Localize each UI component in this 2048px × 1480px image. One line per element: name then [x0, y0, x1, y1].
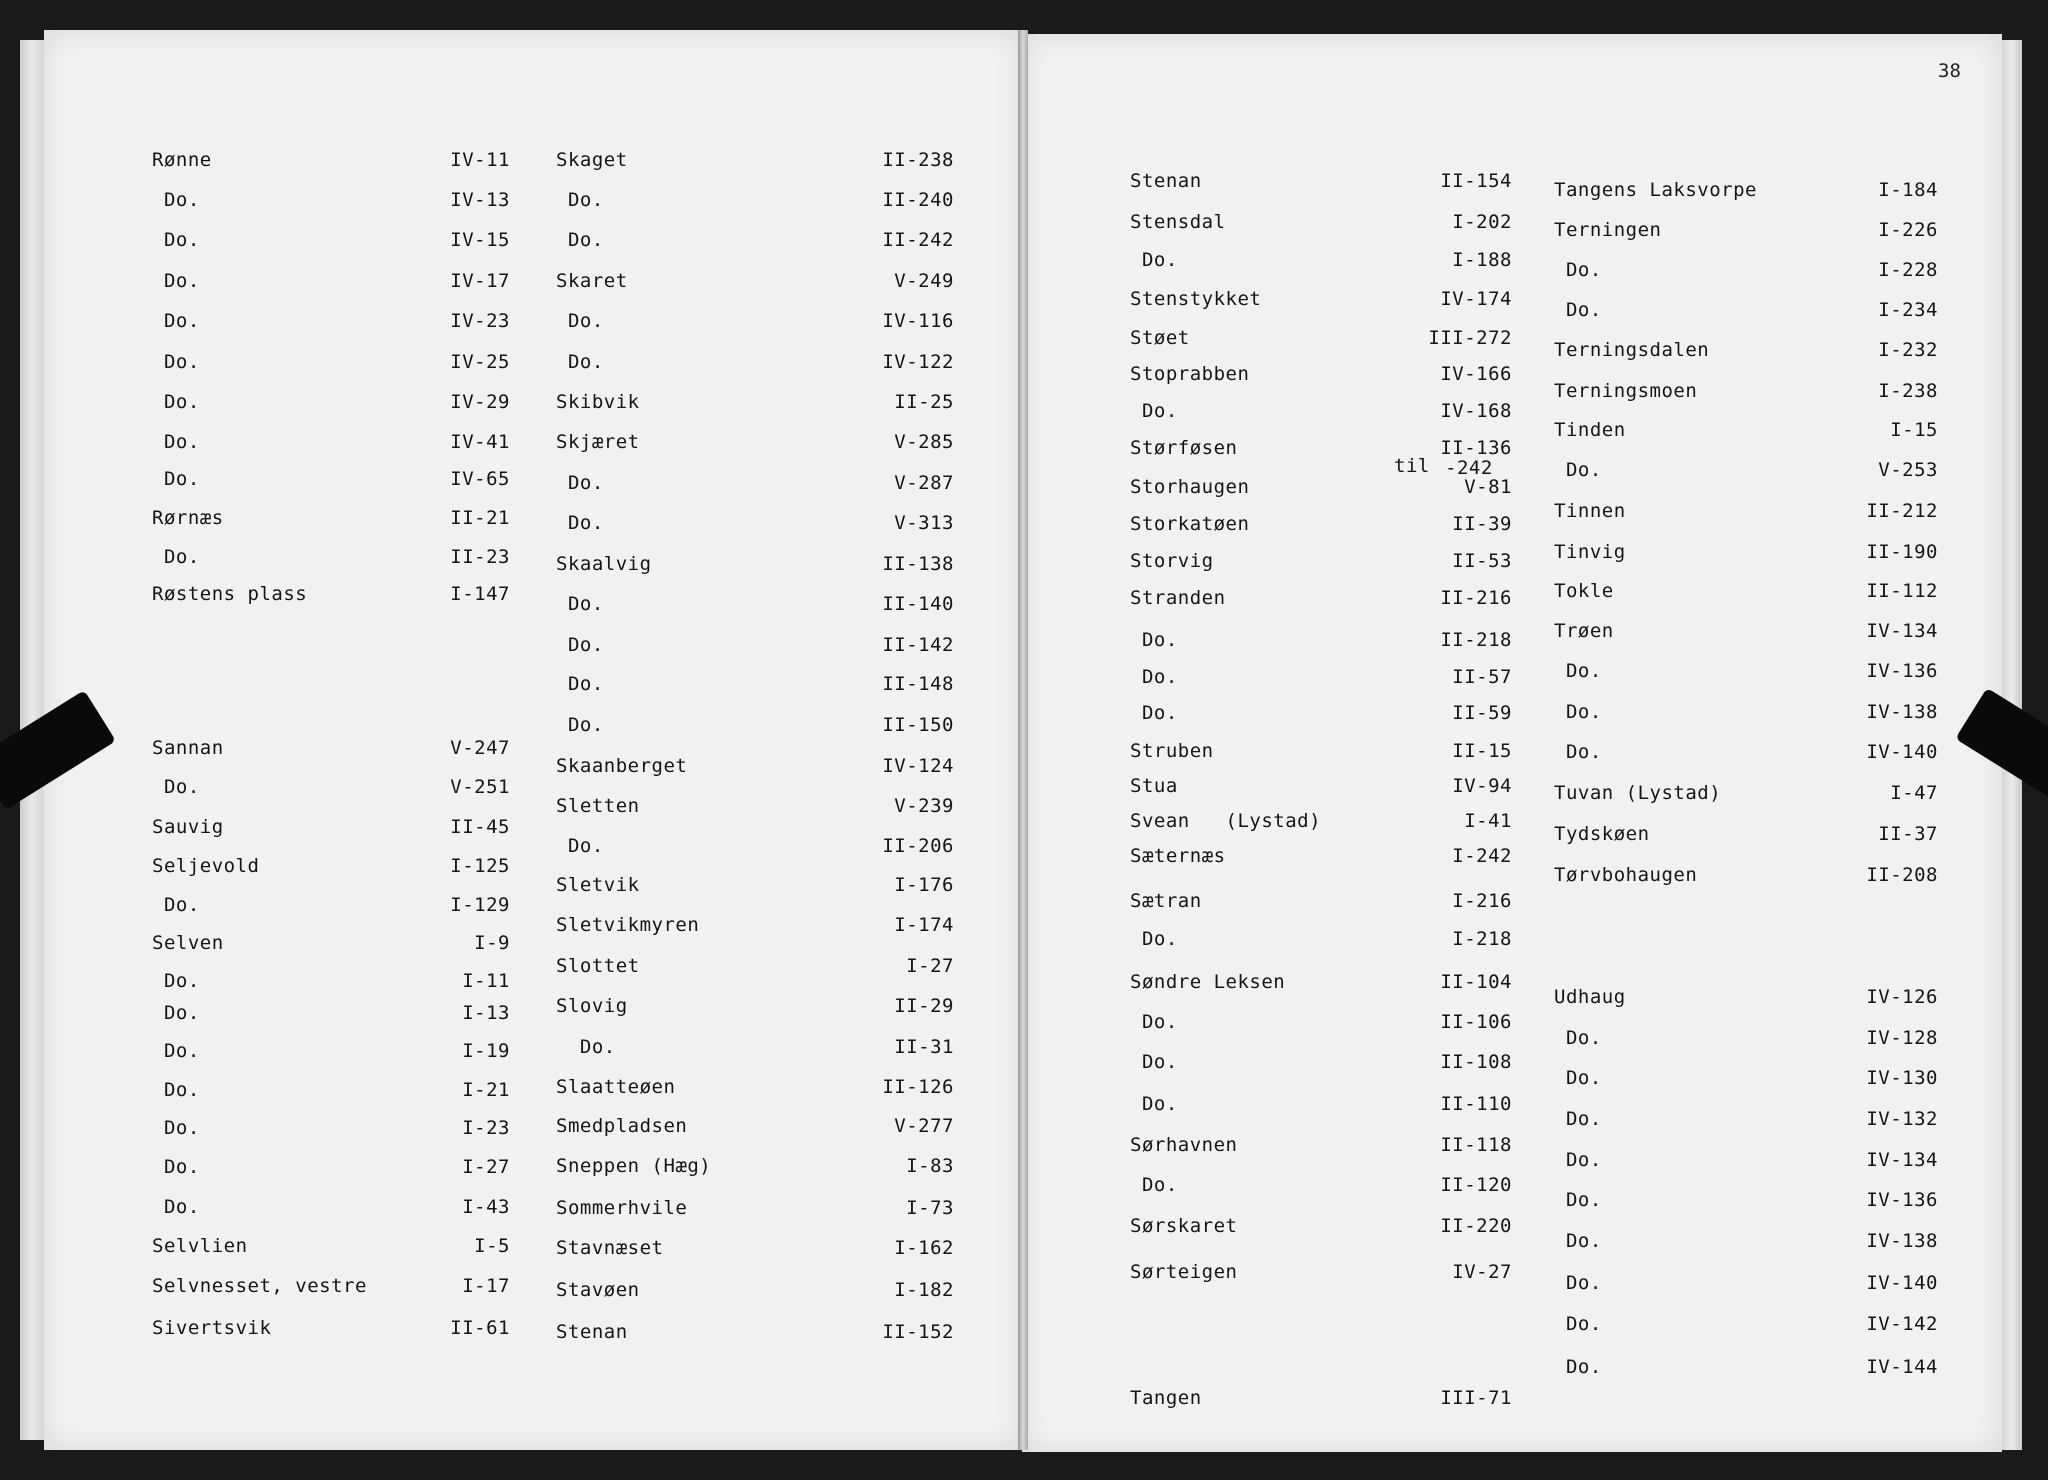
entry-name: Stenstykket	[1130, 288, 1262, 310]
entry-name: Do.	[1554, 1313, 1602, 1335]
entry-reference: III-71	[1440, 1387, 1512, 1409]
entry-reference: II-21	[450, 507, 510, 529]
entry-name: Smedpladsen	[556, 1115, 688, 1137]
entry-reference: I-43	[462, 1196, 510, 1218]
entry-reference: II-138	[882, 553, 954, 575]
entry-name: Do.	[1554, 701, 1602, 723]
entry-reference: IV-11	[450, 149, 510, 171]
entry-reference: IV-15	[450, 229, 510, 251]
entry-name: Skaget	[556, 149, 628, 171]
entry-name: Do.	[152, 391, 200, 413]
entry-name: Do.	[1554, 259, 1602, 281]
entry-name: Do.	[556, 351, 604, 373]
entry-name: Do.	[1554, 1149, 1602, 1171]
entry-reference: II-15	[1452, 740, 1512, 762]
entry-name: Do.	[556, 472, 604, 494]
entry-reference: II-206	[882, 835, 954, 857]
entry-reference: IV-174	[1440, 288, 1512, 310]
entry-reference: IV-23	[450, 310, 510, 332]
entry-name: Do.	[1554, 1230, 1602, 1252]
entry-name: Do.	[1554, 1108, 1602, 1130]
entry-reference: IV-116	[882, 310, 954, 332]
entry-reference: I-11	[462, 970, 510, 992]
entry-reference: I-19	[462, 1040, 510, 1062]
entry-reference: I-184	[1878, 179, 1938, 201]
entry-reference: II-152	[882, 1321, 954, 1343]
entry-name: Selvnesset, vestre	[152, 1275, 367, 1297]
entry-reference: IV-132	[1866, 1108, 1938, 1130]
entry-reference: I-21	[462, 1079, 510, 1101]
entry-name: Do.	[556, 1036, 616, 1058]
entry-reference: III-272	[1428, 327, 1512, 349]
entry-name: Skibvik	[556, 391, 640, 413]
entry-name: Do.	[152, 1079, 200, 1101]
entry-reference: I-5	[474, 1235, 510, 1257]
entry-name: Do.	[1130, 249, 1178, 271]
entry-name: Terningen	[1554, 219, 1662, 241]
entry-reference: II-61	[450, 1317, 510, 1339]
entry-name: Do.	[556, 189, 604, 211]
entry-name: Do.	[556, 714, 604, 736]
entry-name: Tørvbohaugen	[1554, 864, 1698, 886]
entry-reference: II-220	[1440, 1215, 1512, 1237]
entry-reference: V-251	[450, 776, 510, 798]
entry-name: Do.	[1130, 629, 1178, 651]
entry-name: Storhaugen	[1130, 476, 1250, 498]
entry-name: Do.	[556, 673, 604, 695]
entry-name: Do.	[556, 512, 604, 534]
entry-name: Tinden	[1554, 419, 1626, 441]
entry-reference: II-136	[1440, 437, 1512, 459]
entry-reference: II-154	[1440, 170, 1512, 192]
entry-name: Do.	[152, 431, 200, 453]
entry-reference: II-216	[1440, 587, 1512, 609]
entry-reference: V-81	[1464, 476, 1512, 498]
entry-name: Rørnæs	[152, 507, 224, 529]
entry-name: Stenan	[1130, 170, 1202, 192]
entry-name: Røstens plass	[152, 583, 308, 605]
entry-name: Do.	[152, 970, 200, 992]
entry-reference: II-126	[882, 1076, 954, 1098]
entry-name: Do.	[556, 593, 604, 615]
entry-reference: I-23	[462, 1117, 510, 1139]
entry-name: Sommerhvile	[556, 1197, 688, 1219]
entry-name: Do.	[152, 189, 200, 211]
entry-reference: IV-168	[1440, 400, 1512, 422]
entry-reference: IV-144	[1866, 1356, 1938, 1378]
entry-name: Seljevold	[152, 855, 260, 877]
entry-name: Do.	[1130, 1011, 1178, 1033]
entry-reference: I-15	[1890, 419, 1938, 441]
entry-reference: II-23	[450, 546, 510, 568]
entry-reference: V-313	[894, 512, 954, 534]
entry-name: Sletvikmyren	[556, 914, 700, 936]
entry-reference: IV-128	[1866, 1027, 1938, 1049]
entry-reference: IV-27	[1452, 1261, 1512, 1283]
entry-name: Tinnen	[1554, 500, 1626, 522]
entry-reference: II-45	[450, 816, 510, 838]
entry-name: Do.	[152, 1117, 200, 1139]
entry-reference: I-202	[1452, 211, 1512, 233]
entry-name: Tangen	[1130, 1387, 1202, 1409]
entry-name: Do.	[152, 1156, 200, 1178]
entry-name: Do.	[152, 1196, 200, 1218]
entry-reference: II-29	[894, 995, 954, 1017]
entry-reference: I-234	[1878, 299, 1938, 321]
entry-reference: V-287	[894, 472, 954, 494]
entry-name: Do.	[152, 229, 200, 251]
entry-reference: V-249	[894, 270, 954, 292]
entry-name: Trøen	[1554, 620, 1614, 642]
entry-name: Do.	[1130, 666, 1178, 688]
entry-name: Stoprabben	[1130, 363, 1250, 385]
entry-name: Do.	[152, 468, 200, 490]
entry-name: Stavnæset	[556, 1237, 664, 1259]
entry-reference: I-27	[462, 1156, 510, 1178]
entry-name: Do.	[1554, 741, 1602, 763]
entry-reference: IV-134	[1866, 620, 1938, 642]
entry-name: Sæternæs	[1130, 845, 1226, 867]
entry-reference: I-129	[450, 894, 510, 916]
entry-reference: IV-140	[1866, 1272, 1938, 1294]
entry-reference: IV-124	[882, 755, 954, 777]
entry-name: Skaalvig	[556, 553, 652, 575]
entry-reference: II-110	[1440, 1093, 1512, 1115]
entry-reference: I-218	[1452, 928, 1512, 950]
entry-reference: IV-130	[1866, 1067, 1938, 1089]
entry-name: Tangens Laksvorpe	[1554, 179, 1757, 201]
entry-reference: I-27	[906, 955, 954, 977]
entry-reference: V-247	[450, 737, 510, 759]
entry-name: Do.	[556, 634, 604, 656]
entry-reference: I-226	[1878, 219, 1938, 241]
entry-name: Støet	[1130, 327, 1190, 349]
entry-name: Do.	[152, 310, 200, 332]
entry-name: Sannan	[152, 737, 224, 759]
entry-name: Do.	[152, 1040, 200, 1062]
entry-reference: II-208	[1866, 864, 1938, 886]
entry-reference: IV-136	[1866, 660, 1938, 682]
entry-name: Terningsdalen	[1554, 339, 1710, 361]
entry-reference: II-120	[1440, 1174, 1512, 1196]
book-spine	[1018, 30, 1028, 1450]
entry-name: Sørhavnen	[1130, 1134, 1238, 1156]
entry-name: Sørskaret	[1130, 1215, 1238, 1237]
entry-name: Do.	[556, 229, 604, 251]
entry-reference: II-242	[882, 229, 954, 251]
entry-name: Sletvik	[556, 874, 640, 896]
entry-reference: IV-126	[1866, 986, 1938, 1008]
entry-name: Slovig	[556, 995, 628, 1017]
entry-reference: IV-41	[450, 431, 510, 453]
entry-name: Do.	[1554, 1027, 1602, 1049]
entry-name: Sauvig	[152, 816, 224, 838]
entry-reference: V-239	[894, 795, 954, 817]
entry-annotation: -242	[1445, 457, 1493, 479]
entry-name: Do.	[152, 894, 200, 916]
entry-name: Tokle	[1554, 580, 1614, 602]
entry-reference: I-176	[894, 874, 954, 896]
entry-name: Skjæret	[556, 431, 640, 453]
entry-name: Do.	[1554, 1272, 1602, 1294]
entry-annotation: til	[1394, 455, 1430, 477]
entry-reference: II-53	[1452, 550, 1512, 572]
entry-name: Do.	[1130, 1174, 1178, 1196]
entry-name: Do.	[556, 835, 604, 857]
entry-name: Sørteigen	[1130, 1261, 1238, 1283]
entry-reference: IV-142	[1866, 1313, 1938, 1335]
entry-name: Do.	[1130, 400, 1178, 422]
entry-reference: IV-134	[1866, 1149, 1938, 1171]
entry-reference: IV-140	[1866, 741, 1938, 763]
entry-reference: IV-166	[1440, 363, 1512, 385]
entry-name: Udhaug	[1554, 986, 1626, 1008]
entry-name: Svean (Lystad)	[1130, 810, 1322, 832]
entry-reference: II-31	[894, 1036, 954, 1058]
entry-name: Do.	[1130, 702, 1178, 724]
entry-reference: I-9	[474, 932, 510, 954]
entry-reference: IV-122	[882, 351, 954, 373]
entry-reference: V-277	[894, 1115, 954, 1137]
entry-name: Selven	[152, 932, 224, 954]
entry-reference: I-147	[450, 583, 510, 605]
entry-name: Do.	[152, 546, 200, 568]
entry-name: Selvlien	[152, 1235, 248, 1257]
entry-name: Do.	[1130, 928, 1178, 950]
entry-reference: IV-13	[450, 189, 510, 211]
entry-name: Sletten	[556, 795, 640, 817]
entry-name: Sneppen (Hæg)	[556, 1155, 712, 1177]
entry-reference: I-125	[450, 855, 510, 877]
entry-reference: II-212	[1866, 500, 1938, 522]
entry-name: Tinvig	[1554, 541, 1626, 563]
entry-name: Sætran	[1130, 890, 1202, 912]
entry-name: Do.	[1554, 1067, 1602, 1089]
entry-reference: II-59	[1452, 702, 1512, 724]
entry-reference: II-148	[882, 673, 954, 695]
entry-reference: I-174	[894, 914, 954, 936]
entry-reference: IV-138	[1866, 1230, 1938, 1252]
entry-name: Storkatøen	[1130, 513, 1250, 535]
entry-reference: I-188	[1452, 249, 1512, 271]
entry-name: Størføsen	[1130, 437, 1238, 459]
entry-name: Struben	[1130, 740, 1214, 762]
entry-reference: I-182	[894, 1279, 954, 1301]
entry-name: Tuvan (Lystad)	[1554, 782, 1722, 804]
entry-name: Do.	[1554, 1356, 1602, 1378]
entry-reference: I-41	[1464, 810, 1512, 832]
entry-name: Stensdal	[1130, 211, 1226, 233]
entry-name: Stavøen	[556, 1279, 640, 1301]
entry-name: Søndre Leksen	[1130, 971, 1286, 993]
entry-reference: I-238	[1878, 380, 1938, 402]
entry-reference: II-112	[1866, 580, 1938, 602]
entry-reference: II-238	[882, 149, 954, 171]
entry-name: Rønne	[152, 149, 212, 171]
page-number: 38	[1938, 60, 1961, 82]
entry-name: Tydskøen	[1554, 823, 1650, 845]
entry-reference: II-142	[882, 634, 954, 656]
entry-name: Do.	[152, 270, 200, 292]
entry-reference: II-118	[1440, 1134, 1512, 1156]
entry-name: Slaatteøen	[556, 1076, 676, 1098]
entry-reference: II-37	[1878, 823, 1938, 845]
entry-reference: I-242	[1452, 845, 1512, 867]
entry-reference: IV-94	[1452, 775, 1512, 797]
entry-reference: I-228	[1878, 259, 1938, 281]
entry-name: Stua	[1130, 775, 1178, 797]
entry-reference: I-47	[1890, 782, 1938, 804]
entry-reference: V-253	[1878, 459, 1938, 481]
entry-name: Stranden	[1130, 587, 1226, 609]
entry-name: Do.	[556, 310, 604, 332]
entry-reference: II-240	[882, 189, 954, 211]
entry-reference: II-104	[1440, 971, 1512, 993]
entry-reference: II-150	[882, 714, 954, 736]
entry-name: Do.	[1554, 660, 1602, 682]
entry-name: Do.	[152, 351, 200, 373]
entry-reference: I-162	[894, 1237, 954, 1259]
entry-reference: II-108	[1440, 1051, 1512, 1073]
entry-reference: I-73	[906, 1197, 954, 1219]
entry-reference: IV-138	[1866, 701, 1938, 723]
entry-name: Do.	[152, 1002, 200, 1024]
entry-reference: IV-65	[450, 468, 510, 490]
entry-name: Do.	[1130, 1093, 1178, 1115]
entry-reference: II-218	[1440, 629, 1512, 651]
entry-reference: IV-17	[450, 270, 510, 292]
entry-reference: IV-25	[450, 351, 510, 373]
entry-name: Terningsmoen	[1554, 380, 1698, 402]
entry-reference: I-216	[1452, 890, 1512, 912]
entry-reference: II-106	[1440, 1011, 1512, 1033]
entry-name: Storvig	[1130, 550, 1214, 572]
entry-name: Do.	[152, 776, 200, 798]
entry-name: Skaret	[556, 270, 628, 292]
entry-reference: I-17	[462, 1275, 510, 1297]
entry-reference: IV-136	[1866, 1189, 1938, 1211]
entry-reference: II-140	[882, 593, 954, 615]
entry-name: Slottet	[556, 955, 640, 977]
entry-reference: II-39	[1452, 513, 1512, 535]
entry-reference: II-190	[1866, 541, 1938, 563]
entry-name: Skaanberget	[556, 755, 688, 777]
entry-name: Do.	[1554, 299, 1602, 321]
entry-name: Do.	[1130, 1051, 1178, 1073]
entry-name: Do.	[1554, 1189, 1602, 1211]
entry-reference: II-25	[894, 391, 954, 413]
entry-name: Do.	[1554, 459, 1602, 481]
entry-reference: I-83	[906, 1155, 954, 1177]
entry-reference: I-13	[462, 1002, 510, 1024]
entry-name: Stenan	[556, 1321, 628, 1343]
entry-reference: II-57	[1452, 666, 1512, 688]
entry-name: Sivertsvik	[152, 1317, 272, 1339]
entry-reference: I-232	[1878, 339, 1938, 361]
entry-reference: V-285	[894, 431, 954, 453]
entry-reference: IV-29	[450, 391, 510, 413]
